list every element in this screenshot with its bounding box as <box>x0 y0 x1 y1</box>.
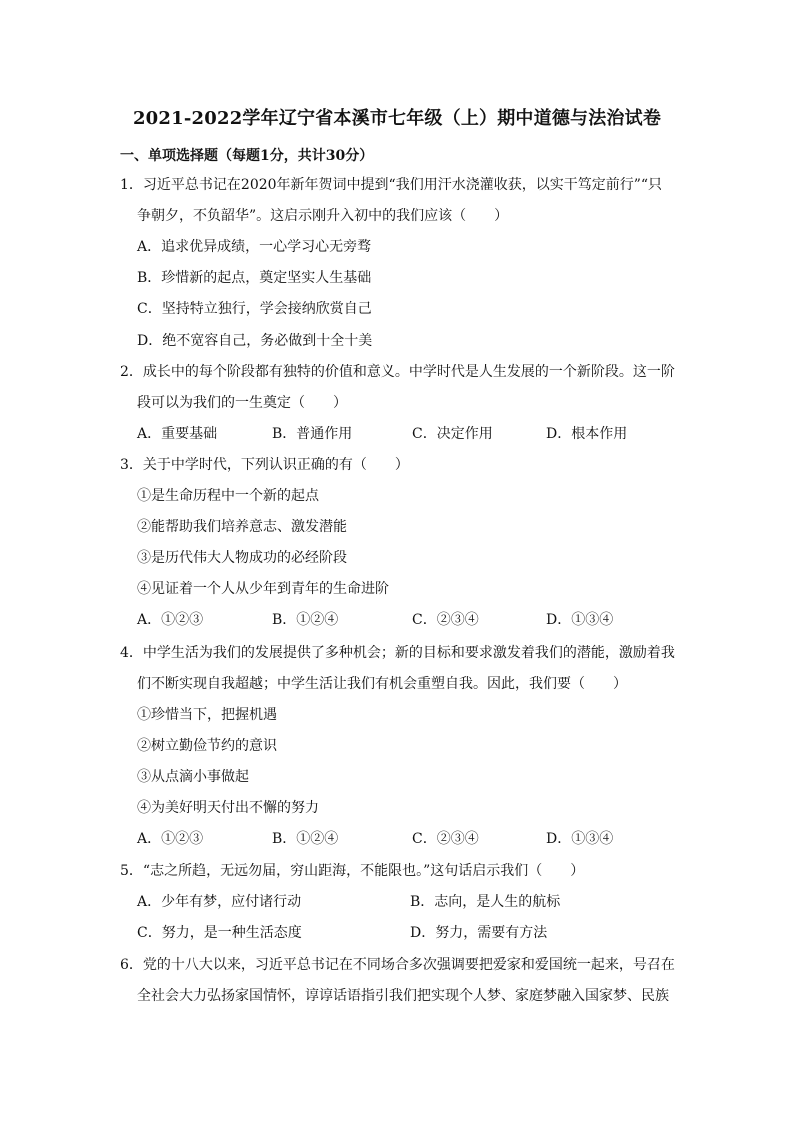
question-5-option-c: C．努力，是一种生活态度 <box>137 925 302 941</box>
question-1-option-d: D．绝不宽容自己，务必做到十全十美 <box>137 333 373 349</box>
question-5-option-a: A．少年有梦，应付诸行动 <box>137 894 302 910</box>
question-3-statement-1: ①是生命历程中一个新的起点 <box>137 488 319 504</box>
question-6-line-2: 全社会大力弘扬家国情怀，谆谆话语指引我们把实现个人梦、家庭梦融入国家梦、民族 <box>137 988 669 1004</box>
question-1-option-a: A．追求优异成绩，一心学习心无旁骛 <box>137 239 372 255</box>
question-3-statement-4: ④见证着一个人从少年到青年的生命进阶 <box>137 581 389 597</box>
question-2-line-1: 2．成长中的每个阶段都有独特的价值和意义。中学时代是人生发展的一个新阶段。这一阶 <box>120 364 675 380</box>
question-4-statement-3: ③从点滴小事做起 <box>137 769 249 785</box>
question-3-statement-3: ③是历代伟大人物成功的必经阶段 <box>137 550 347 566</box>
question-5-line-1: 5．“志之所趋，无远勿届，穷山距海，不能限也。”这句话启示我们（ ） <box>120 863 585 879</box>
question-2-line-2: 段可以为我们的一生奠定（ ） <box>137 395 347 411</box>
question-4-option-b: B．①②④ <box>272 831 339 847</box>
question-1-option-b: B．珍惜新的起点，奠定坚实人生基础 <box>137 270 372 286</box>
question-1-line-1: 1．习近平总书记在2020年新年贺词中提到“我们用汗水浇灌收获，以实干笃定前行”“只 <box>120 177 663 193</box>
question-3-option-a: A．①②③ <box>137 612 204 628</box>
question-3-option-c: C．②③④ <box>412 612 479 628</box>
question-5-option-d: D．努力，需要有方法 <box>410 925 548 941</box>
question-6-line-1: 6．党的十八大以来，习近平总书记在不同场合多次强调要把爱家和爱国统一起来，号召在 <box>120 957 675 973</box>
question-4-line-1: 4．中学生活为我们的发展提供了多种机会；新的目标和要求激发着我们的潜能，激励着我 <box>120 645 675 661</box>
question-2-option-c: C．决定作用 <box>412 426 493 442</box>
question-2-option-d: D．根本作用 <box>546 426 628 442</box>
section-heading: 一、单项选择题（每题1分，共计30分） <box>120 148 374 164</box>
question-3-line-1: 3．关于中学时代，下列认识正确的有（ ） <box>120 457 409 473</box>
question-2-option-a: A．重要基础 <box>137 426 218 442</box>
question-4-option-d: D．①③④ <box>546 831 614 847</box>
question-1-line-2: 争朝夕，不负韶华”。这启示刚升入初中的我们应该（ ） <box>137 208 509 224</box>
question-3-option-d: D．①③④ <box>546 612 614 628</box>
question-2-option-b: B．普通作用 <box>272 426 353 442</box>
question-3-statement-2: ②能帮助我们培养意志、激发潜能 <box>137 519 347 535</box>
question-4-option-c: C．②③④ <box>412 831 479 847</box>
question-4-statement-4: ④为美好明天付出不懈的努力 <box>137 800 319 816</box>
exam-title: 2021-2022学年辽宁省本溪市七年级（上）期中道德与法治试卷 <box>132 108 662 129</box>
question-4-statement-1: ①珍惜当下，把握机遇 <box>137 707 277 723</box>
question-4-line-2: 们不断实现自我超越；中学生活让我们有机会重塑自我。因此，我们要（ ） <box>137 676 627 692</box>
question-3-option-b: B．①②④ <box>272 612 339 628</box>
question-1-option-c: C．坚持特立独行，学会接纳欣赏自己 <box>137 301 372 317</box>
question-5-option-b: B．志向，是人生的航标 <box>410 894 561 910</box>
question-4-statement-2: ②树立勤俭节约的意识 <box>137 738 277 754</box>
question-4-option-a: A．①②③ <box>137 831 204 847</box>
